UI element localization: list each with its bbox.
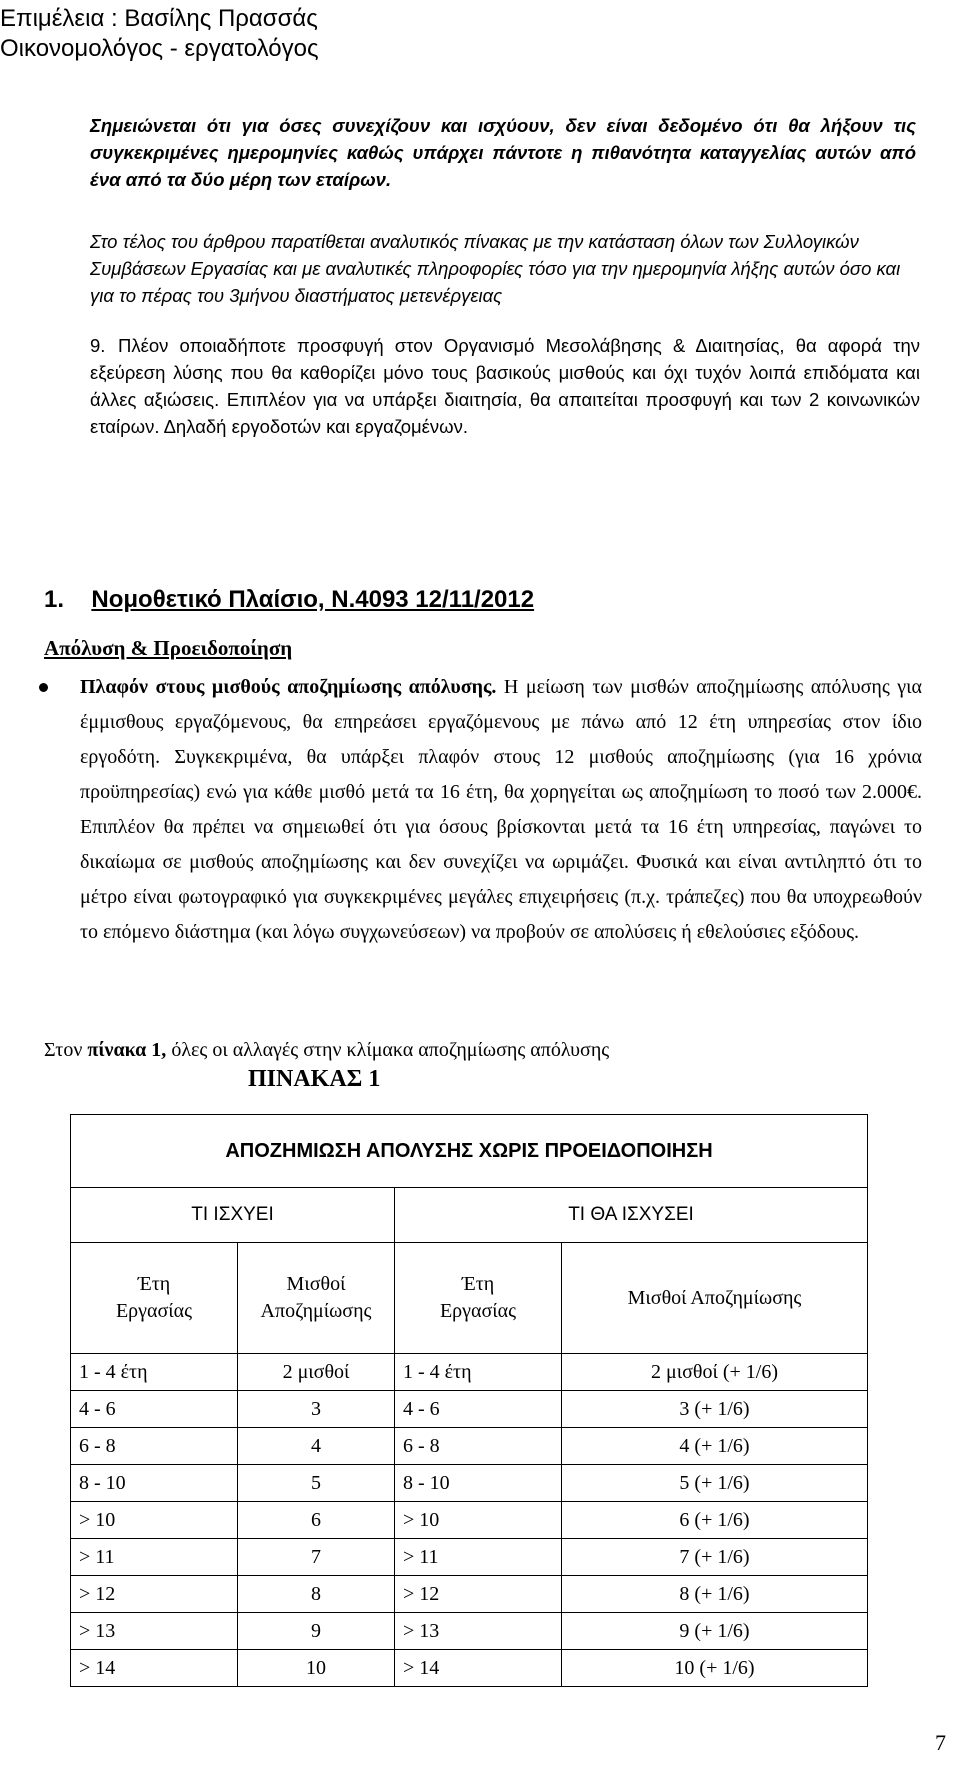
- table-cell: > 11: [395, 1539, 562, 1576]
- table-row: [71, 1502, 868, 1539]
- table-cell: 10 (+ 1/6): [562, 1650, 868, 1687]
- table-cell: 5 (+ 1/6): [562, 1465, 868, 1502]
- intro-bold: πίνακα 1,: [87, 1039, 167, 1061]
- subsection-heading: Απόλυση & Προειδοποίηση: [44, 636, 293, 660]
- intro-pre: Στον: [44, 1039, 88, 1061]
- table-cell: 9: [238, 1613, 395, 1650]
- table-cell: 4: [238, 1428, 395, 1465]
- header-editor: Επιμέλεια : Βασίλης Πρασσάς: [0, 5, 318, 32]
- col-header-salaries-new: Μισθοί Αποζημίωσης: [562, 1243, 868, 1354]
- table-intro: [44, 1039, 609, 1062]
- table-row: [71, 1428, 868, 1465]
- table-row: [71, 1613, 868, 1650]
- table-cell: 3: [238, 1391, 395, 1428]
- table-cell: 4 (+ 1/6): [562, 1428, 868, 1465]
- table-cell: 6 - 8: [395, 1428, 562, 1465]
- col-header-years-current: [71, 1243, 238, 1354]
- table-body: [71, 1354, 868, 1687]
- severance-table: [70, 1114, 868, 1687]
- col2-line1: Μισθοί: [286, 1273, 346, 1295]
- table-cell: 4 - 6: [395, 1391, 562, 1428]
- section-heading: [44, 586, 534, 614]
- table-cell: > 14: [71, 1650, 238, 1687]
- col1-line2: Εργασίας: [115, 1300, 193, 1322]
- table-cell: 8 - 10: [71, 1465, 238, 1502]
- table-cell: 8 (+ 1/6): [562, 1576, 868, 1613]
- table-cell: 9 (+ 1/6): [562, 1613, 868, 1650]
- header-role: Οικονομολόγος - εργατολόγος: [0, 35, 319, 62]
- bullet-item: [44, 670, 922, 950]
- col2-line2: Αποζημίωσης: [260, 1300, 372, 1322]
- table-cell: > 11: [71, 1539, 238, 1576]
- table-cell: 1 - 4 έτη: [71, 1354, 238, 1391]
- table-row: [71, 1465, 868, 1502]
- col3-line2: Εργασίας: [439, 1300, 517, 1322]
- table-row: [71, 1650, 868, 1687]
- table-cell: 3 (+ 1/6): [562, 1391, 868, 1428]
- section-title: Νομοθετικό Πλαίσιο, Ν.4093 12/11/2012: [91, 586, 535, 613]
- col1-line1: Έτη: [137, 1273, 171, 1295]
- table-cell: 4 - 6: [71, 1391, 238, 1428]
- note-italic-paragraph: Στο τέλος του άρθρου παρατίθεται αναλυτικός πίνακας με την κατάσταση όλων των Συλλογικών Συμβάσεων Εργασίας και με αναλυτικές πληροφορίες τόσο για την ημερομηνία λήξης αυτών όσο και για το πέρας του 3μήνου διαστήματος μετενέργειας: [90, 231, 901, 306]
- table-cell: > 10: [395, 1502, 562, 1539]
- col-header-years-new: [395, 1243, 562, 1354]
- table-row: [71, 1391, 868, 1428]
- point-9-text: Πλέον οποιαδήποτε προσφυγή στον Οργανισμό Μεσολάβησης & Διαιτησίας, θα αφορά την εξεύρεση λύσης που θα καθορίζει μόνο τους βασικούς μισθούς και όχι τυχόν λοιπά επιδόματα και άλλες αξιώσεις. Επιπλέον για να υπάρξει διαιτησία, θα απαιτείται προσφυγή και των 2 κοινωνικών εταίρων. Δηλαδή εργοδοτών και εργαζομένων.: [90, 335, 920, 437]
- col-header-salaries-current: [238, 1243, 395, 1354]
- table-cell: 8: [238, 1576, 395, 1613]
- table-cell: 5: [238, 1465, 395, 1502]
- table-row: [71, 1576, 868, 1613]
- group-new-header: ΤΙ ΘΑ ΙΣΧΥΣΕΙ: [395, 1188, 868, 1243]
- table-cell: 7: [238, 1539, 395, 1576]
- table-cell: 6 (+ 1/6): [562, 1502, 868, 1539]
- page-header: [0, 4, 319, 64]
- table-cell: > 13: [395, 1613, 562, 1650]
- table-cell: 7 (+ 1/6): [562, 1539, 868, 1576]
- note-bold-paragraph: Σημειώνεται ότι για όσες συνεχίζουν και ισχύουν, δεν είναι δεδομένο ότι θα λήξουν τις συγκεκριμένες ημερομηνίες καθώς υπάρχει πάντοτε η πιθανότητα καταγγελίας αυτών από ένα από τα δύο μέρη των εταίρων.: [90, 115, 916, 190]
- point-9-paragraph: [90, 332, 920, 440]
- table-caption: ΑΠΟΖΗΜΙΩΣΗ ΑΠΟΛΥΣΗΣ ΧΩΡΙΣ ΠΡΟΕΙΔΟΠΟΙΗΣΗ: [71, 1115, 868, 1188]
- table-cell: 1 - 4 έτη: [395, 1354, 562, 1391]
- table-cell: > 14: [395, 1650, 562, 1687]
- table-row: [71, 1354, 868, 1391]
- col3-line1: Έτη: [461, 1273, 495, 1295]
- table-cell: > 12: [395, 1576, 562, 1613]
- table-cell: 2 μισθοί (+ 1/6): [562, 1354, 868, 1391]
- table-title: ΠΙΝΑΚΑΣ 1: [248, 1066, 381, 1092]
- section-number: 1.: [44, 586, 65, 613]
- table-cell: 2 μισθοί: [238, 1354, 395, 1391]
- table-row: [71, 1539, 868, 1576]
- intro-post: όλες οι αλλαγές στην κλίμακα αποζημίωσης απόλυσης: [166, 1039, 610, 1061]
- bullet-lead: Πλαφόν στους μισθούς αποζημίωσης απόλυσης.: [80, 676, 497, 698]
- table-cell: > 13: [71, 1613, 238, 1650]
- table-cell: 10: [238, 1650, 395, 1687]
- bullet-body: Η μείωση των μισθών αποζημίωσης απόλυσης για έμμισθους εργαζόμενους, θα επηρεάσει εργαζόμενους με πάνω από 12 έτη υπηρεσίας στον ίδιο εργοδότη. Συγκεκριμένα, θα υπάρξει πλαφόν στους 12 μισθούς αποζημίωσης (για 16 χρόνια προϋπηρεσίας) ενώ για κάθε μισθό μετά τα 16 έτη, θα χορηγείται ως αποζημίωση το ποσό των 2.000€. Επιπλέον θα πρέπει να σημειωθεί ότι για όσους βρίσκονται μετά τα 16 έτη υπηρεσίας, παγώνει το δικαίωμα σε μισθούς αποζημίωσης και δεν συνεχίζει να ωριμάζει. Φυσικά και είναι αντιληπτό ότι το μέτρο είναι φωτογραφικό για συγκεκριμένες μεγάλες επιχειρήσεις (π.χ. τράπεζες) που θα υποχρεωθούν το επόμενο διάστημα (και λόγω συγχωνεύσεων) να προβούν σε απολύσεις ή εθελούσιες εξόδους.: [80, 676, 922, 943]
- table-cell: 6: [238, 1502, 395, 1539]
- table-cell: > 10: [71, 1502, 238, 1539]
- bullet-text: [80, 670, 922, 950]
- bullet-dot-icon: [39, 683, 48, 692]
- group-current-header: ΤΙ ΙΣΧΥΕΙ: [71, 1188, 395, 1243]
- table-cell: 8 - 10: [395, 1465, 562, 1502]
- point-9-number: 9.: [90, 335, 106, 356]
- page-number: 7: [935, 1730, 946, 1755]
- table-cell: 6 - 8: [71, 1428, 238, 1465]
- table-cell: > 12: [71, 1576, 238, 1613]
